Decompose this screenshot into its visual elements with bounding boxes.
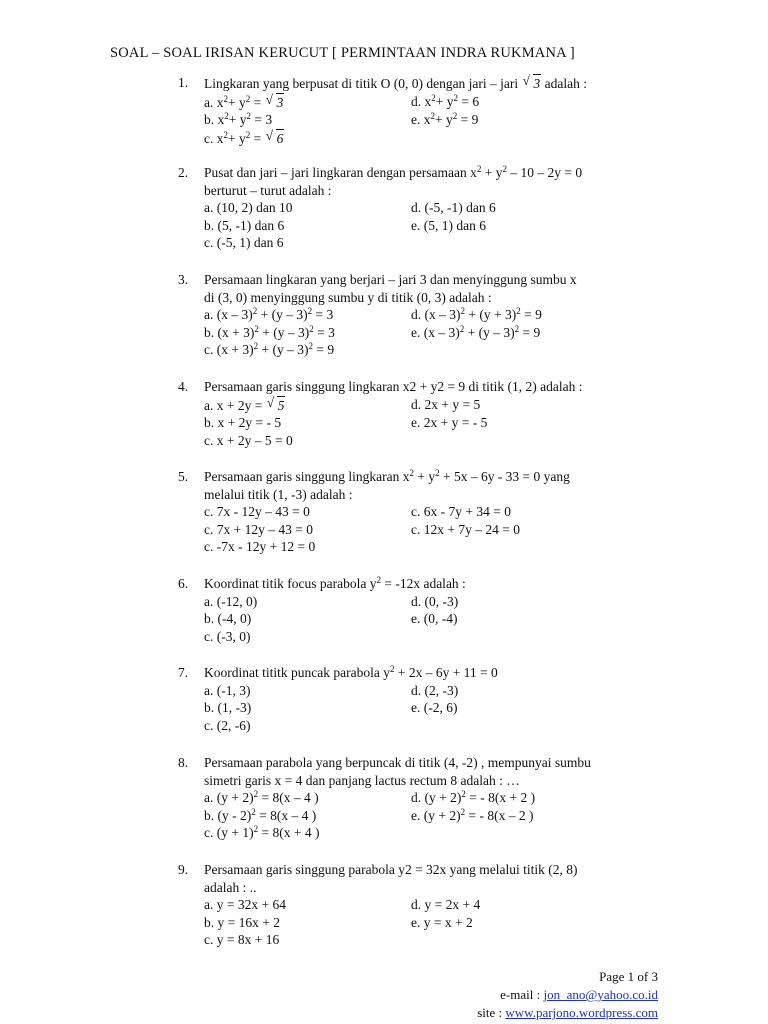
option-e: e. (x – 3)$^2$ + (y – 3)$^2$ = 9 [411, 323, 541, 340]
question-text: Persamaan lingkaran yang berjari – jari 3 dan menyinggung sumbu x [204, 272, 577, 287]
question-text-continued: di (3, 0) menyinggung sumbu y di titik (0, 3) adalah : [204, 289, 492, 305]
option-e: e. 2x + y = - 5 [411, 415, 488, 431]
option-c: c. -7x - 12y + 12 = 0 [204, 539, 316, 555]
option-d: d. (0, -3) [411, 593, 459, 609]
option-c: c. (-3, 0) [204, 628, 251, 644]
question-9 [178, 861, 658, 949]
option-b: b. $x^2+ y^2 = 3$ [204, 111, 273, 128]
option-b: c. 7x + 12y – 43 = 0 [204, 521, 313, 537]
option-b: b. x + 2y = - 5 [204, 415, 282, 431]
option-e: e. (-2, 6) [411, 700, 458, 716]
question-number: 2. [178, 165, 189, 180]
question-text-continued: berturut – turut adalah : [204, 182, 332, 198]
option-a: a. (x – 3)$^2$ + (y – 3)$^2$ = 3 [204, 306, 334, 323]
option-d: d. 2x + y = 5 [411, 396, 481, 412]
option-d: d. (-5, -1) dan 6 [411, 200, 496, 216]
question-text: Persamaan garis singgung parabola y2 = 32x yang melalui titik (2, 8) [204, 862, 578, 877]
question-text: Persamaan parabola yang berpuncak di titik (4, -2) , mempunyai sumbu [204, 755, 591, 770]
question-text: Persamaan garis singgung lingkaran $x^2 + y^2 + 5x - 6y - 33 = 0$ yang [204, 468, 570, 484]
question-text: Lingkaran yang berpusat di titik O (0, 0) dengan jari – jari √ 3 adalah : [204, 74, 658, 93]
option-a: a. (10, 2) dan 10 [204, 200, 293, 216]
option-b: b. (1, -3) [204, 700, 252, 716]
question-number: 4. [178, 379, 189, 394]
question-3 [178, 271, 658, 359]
question-text-continued: melalui titik (1, -3) adalah : [204, 486, 353, 502]
option-e: e. $(y + 2)^2$ = - 8(x – 2 ) [411, 806, 534, 823]
option-d: d. $(y + 2)^2$ = - 8(x + 2 ) [411, 789, 536, 806]
option-a: a. (-1, 3) [204, 682, 251, 698]
question-number: 5. [178, 469, 189, 484]
option-a: a. x + 2y = √ 5 [204, 396, 411, 415]
question-number: 9. [178, 862, 189, 877]
question-number: 1. [178, 75, 189, 90]
question-6 [178, 575, 658, 645]
option-d: c. 6x - 7y + 34 = 0 [411, 504, 511, 520]
question-text-continued: adalah : .. [204, 879, 257, 895]
option-c: c. x + 2y – 5 = 0 [204, 432, 293, 448]
option-e: e. $x^2+ y^2 = 9$ [411, 111, 479, 128]
question-number: 6. [178, 576, 189, 591]
option-d: d. y = 2x + 4 [411, 897, 481, 913]
option-c: c. (2, -6) [204, 717, 251, 733]
option-b: b. (5, -1) dan 6 [204, 217, 285, 233]
option-c: c. y = 8x + 16 [204, 932, 280, 948]
footer-site: site : www.parjono.wordpress.com [477, 1005, 658, 1020]
question-2 [178, 164, 658, 252]
option-d: d. $(x - 3)^2 + (y + 3)^2 = 9$ [411, 306, 542, 323]
question-7 [178, 664, 658, 734]
option-e: e. y = x + 2 [411, 914, 473, 930]
option-a: a. y = 32x + 64 [204, 897, 286, 913]
page-title: SOAL – SOAL IRISAN KERUCUT [ PERMINTAAN INDRA RUKMANA ] [110, 45, 575, 61]
email-link[interactable]: jon_ano@yahoo.co.id [543, 987, 658, 1002]
option-a: c. 7x - 12y – 43 = 0 [204, 504, 310, 520]
question-text: Persamaan garis singgung lingkaran x2 + y2 = 9 di titik (1, 2) adalah : [204, 379, 583, 394]
option-c: c. (-5, 1) dan 6 [204, 235, 284, 251]
option-d: d. $x^2+ y^2 = 6$ [411, 92, 480, 109]
option-c: c. $x^2+ y^2$ = √ 6 [204, 129, 411, 148]
question-1 [178, 74, 658, 147]
question-text-continued: simetri garis x = 4 dan panjang lactus rectum 8 adalah : … [204, 772, 520, 788]
option-e: e. (5, 1) dan 6 [411, 217, 486, 233]
option-a: a. $(y + 2)^2 = 8(x - 4$ ) [204, 789, 319, 806]
question-number: 3. [178, 272, 189, 287]
option-c: c. $(y + 1)^2 = 8(x + 4$ ) [204, 824, 320, 841]
option-b: b. y = 16x + 2 [204, 914, 280, 930]
question-8 [178, 754, 658, 842]
footer-email: e-mail : jon_ano@yahoo.co.id [500, 987, 658, 1002]
option-e: e. (0, -4) [411, 611, 458, 627]
option-c: c. $(x + 3)^2 + (y - 3)^2 = 9$ [204, 341, 335, 358]
question-text: Pusat dan jari – jari lingkaran dengan persamaan $x^2 + y^2 - 10 - 2y = 0$ [204, 164, 583, 180]
option-a: a. (-12, 0) [204, 593, 258, 609]
question-number: 7. [178, 665, 189, 680]
option-d: d. (2, -3) [411, 682, 459, 698]
option-e: c. 12x + 7y – 24 = 0 [411, 521, 520, 537]
question-number: 8. [178, 755, 189, 770]
option-b: b. (-4, 0) [204, 611, 252, 627]
question-text: Koordinat tititk puncak parabola $y^2 + 2x - 6y + 11 = 0$ [204, 664, 498, 680]
option-a: a. $x^2+ y^2$ = √ 3 [204, 93, 411, 112]
option-b: b. (y - 2)$^2$ = 8(x – 4 ) [204, 806, 317, 823]
site-link[interactable]: www.parjono.wordpress.com [505, 1005, 658, 1020]
page-number: Page 1 of 3 [599, 969, 658, 984]
question-4 [178, 378, 658, 449]
option-b: b. $(x + 3)^2 + (y - 3)^2 = 3$ [204, 323, 335, 340]
question-5 [178, 468, 658, 556]
question-text: Koordinat titik focus parabola $y^2 = -12x$ adalah : [204, 575, 466, 591]
